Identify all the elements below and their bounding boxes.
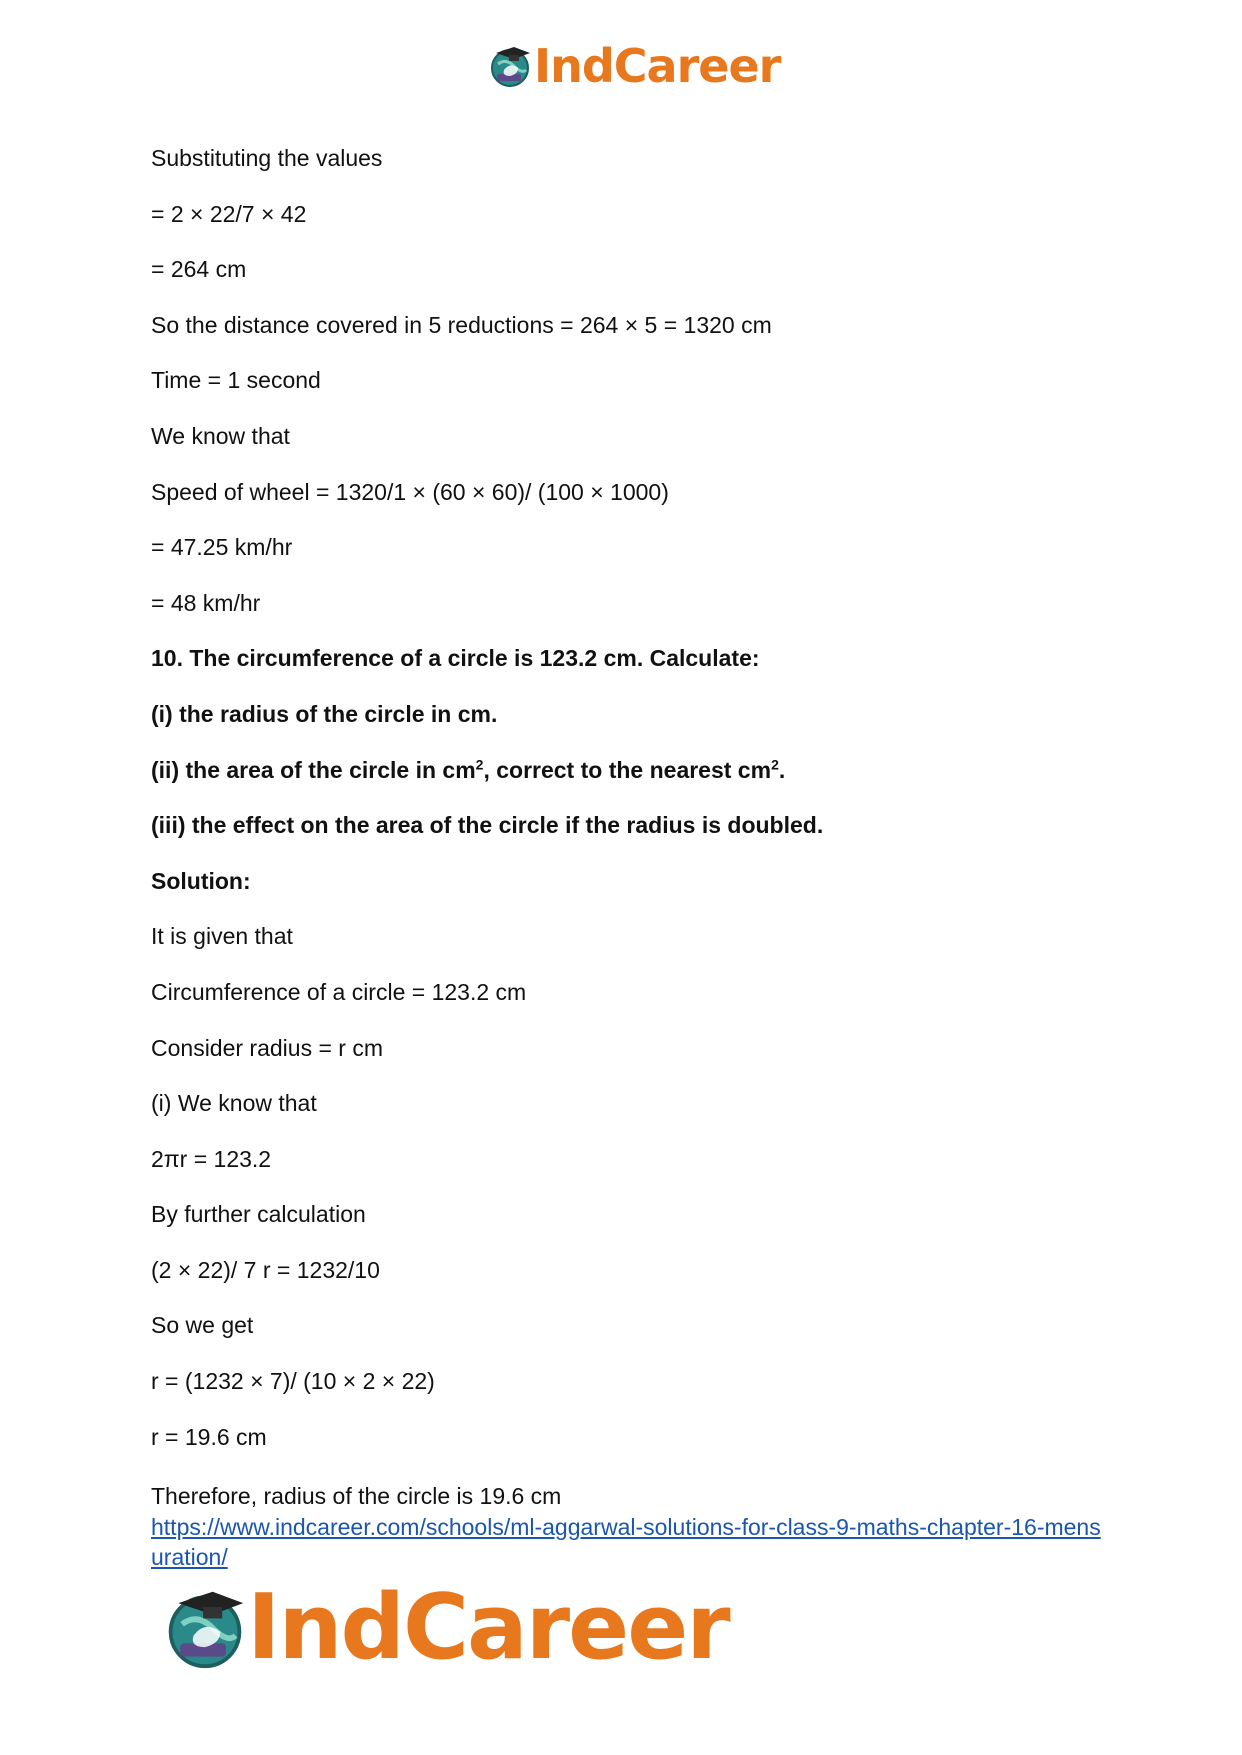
solution-line: 2πr = 123.2 bbox=[151, 1145, 272, 1172]
solution-line: (i) We know that bbox=[151, 1090, 317, 1117]
question-part-ii bbox=[151, 755, 1111, 785]
header-logo bbox=[488, 40, 780, 92]
text-line: Substituting the values bbox=[151, 145, 383, 171]
question-part-iii: (iii) the effect on the area of the circle if the radius is doubled. bbox=[151, 812, 824, 839]
superscript-2: 2 bbox=[475, 755, 484, 772]
question-part-ii-end: . bbox=[778, 756, 786, 783]
footer-logo-text: IndCareer bbox=[247, 1575, 729, 1680]
question-part-i: (i) the radius of the circle in cm. bbox=[151, 700, 498, 727]
solution-line: r = 19.6 cm bbox=[151, 1423, 267, 1450]
text-line: We know that bbox=[151, 422, 290, 449]
question-part-ii-text: (ii) the area of the circle in cm bbox=[151, 756, 476, 783]
superscript-2: 2 bbox=[771, 755, 779, 772]
text-line: = 264 cm bbox=[151, 256, 247, 283]
solution-line: So we get bbox=[151, 1312, 254, 1339]
text-line: = 47.25 km/hr bbox=[151, 534, 293, 561]
text-line: = 2 × 22/7 × 42 bbox=[151, 200, 307, 227]
question-part-ii-text-cont: , correct to the nearest cm bbox=[483, 756, 772, 783]
question-title: 10. The circumference of a circle is 123.2 cm. Calculate: bbox=[151, 645, 760, 672]
text-line: Time = 1 second bbox=[151, 367, 321, 394]
text-line: Speed of wheel = 1320/1 × (60 × 60)/ (100 × 1000) bbox=[151, 478, 669, 505]
conclusion-line: Therefore, radius of the circle is 19.6 cm bbox=[151, 1483, 562, 1509]
solution-line: (2 × 22)/ 7 r = 1232/10 bbox=[151, 1256, 380, 1283]
solution-line: Consider radius = r cm bbox=[151, 1034, 383, 1061]
solution-label: Solution: bbox=[151, 867, 251, 894]
document-body bbox=[151, 143, 1111, 1477]
source-link[interactable]: https://www.indcareer.com/schools/ml-aggarwal-solutions-for-class-9-maths-chapter-16-mensuration/ bbox=[151, 1514, 1101, 1570]
globe-graduation-cap-icon bbox=[163, 1586, 247, 1670]
solution-line: It is given that bbox=[151, 923, 293, 950]
solution-line: By further calculation bbox=[151, 1201, 366, 1228]
text-line: = 48 km/hr bbox=[151, 589, 261, 616]
globe-graduation-cap-icon bbox=[488, 44, 532, 88]
text-line: So the distance covered in 5 reductions = 264 × 5 = 1320 cm bbox=[151, 311, 772, 338]
solution-line: Circumference of a circle = 123.2 cm bbox=[151, 978, 527, 1005]
footer-logo bbox=[163, 1575, 729, 1680]
header-logo-text: IndCareer bbox=[534, 39, 781, 93]
solution-line: r = (1232 × 7)/ (10 × 2 × 22) bbox=[151, 1368, 435, 1395]
